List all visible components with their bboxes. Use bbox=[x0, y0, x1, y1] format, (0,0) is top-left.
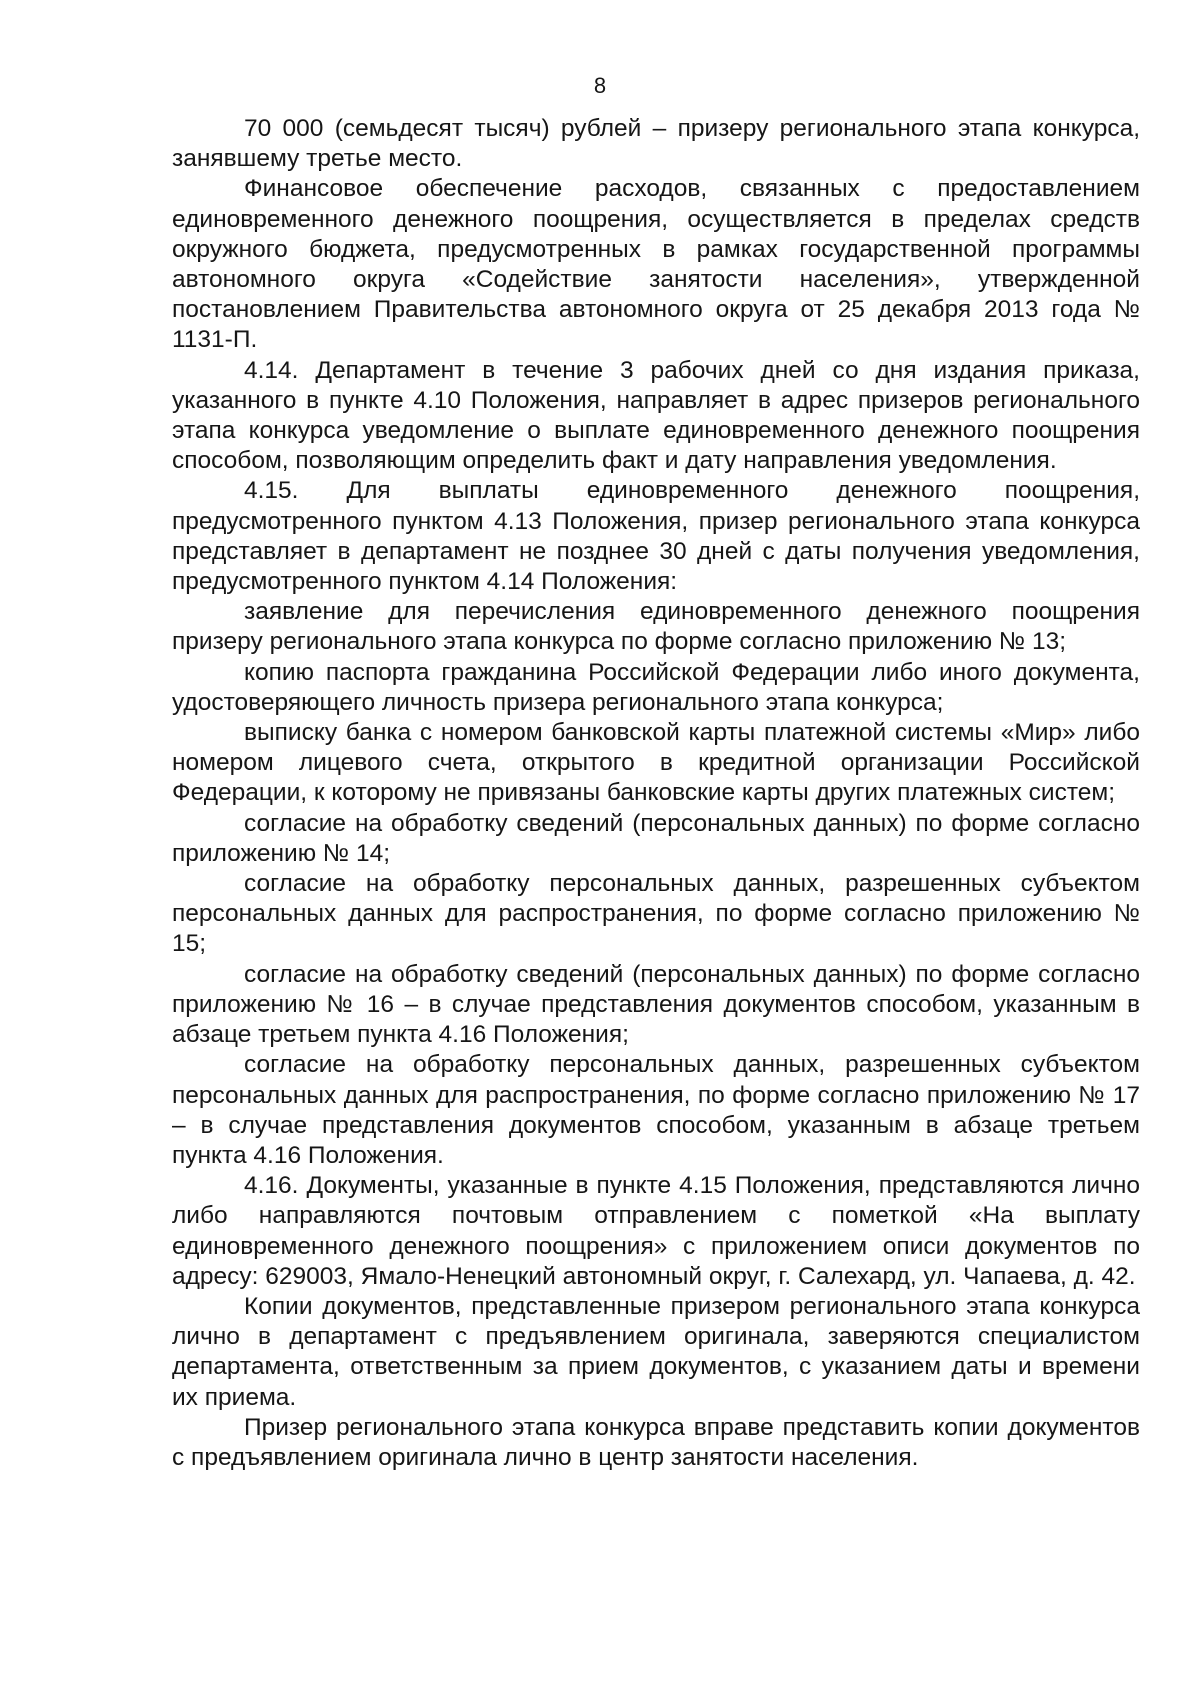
paragraph-4-16: 4.16. Документы, указанные в пункте 4.15 Положения, представляются лично либо направляются почтовым отправлением с пометкой «На выплату единовременного денежного поощрения» с приложением описи документов по адресу: 629003, Ямало-Ненецкий автономный округ, г. Салехард, ул. Чапаева, д. 42. bbox=[172, 1172, 1140, 1290]
list-item-application: заявление для перечисления единовременного денежного поощрения призеру регионального этапа конкурса по форме согласно приложению № 13; bbox=[172, 598, 1140, 656]
list-item-bank-statement: выписку банка с номером банковской карты платежной системы «Мир» либо номером лицевого счета, открытого в кредитной организации Российской Федерации, к которому не привязаны банковские карты других платежных систем; bbox=[172, 719, 1140, 807]
paragraph-4-14: 4.14. Департамент в течение 3 рабочих дней со дня издания приказа, указанного в пункте 4.10 Положения, направляет в адрес призеров регионального этапа конкурса уведомление о выплате единовременного денежного поощрения способом, позволяющим определить факт и дату направления уведомления. bbox=[172, 356, 1140, 475]
paragraph-copies-certification: Копии документов, представленные призером регионального этапа конкурса лично в департамент с предъявлением оригинала, заверяются специалистом департамента, ответственным за прием документов, с указанием даты и времени их приема. bbox=[172, 1292, 1140, 1411]
paragraph-employment-center: Призер регионального этапа конкурса вправе представить копии документов с предъявлением оригинала лично в центр занятости населения. bbox=[172, 1413, 1140, 1471]
list-item-consent-17: согласие на обработку персональных данных, разрешенных субъектом персональных данных для распространения, по форме согласно приложению № 17 – в случае представления документов способом, указанным в абзаце третьем пункта 4.16 Положения. bbox=[172, 1051, 1140, 1169]
paragraph-financing: Финансовое обеспечение расходов, связанных с предоставлением единовременного денежного поощрения, осуществляется в пределах средств окружного бюджета, предусмотренных в рамках государственной программы автономного округа «Содействие занятости населения», утвержденной постановлением Правительства автономного округа от 25 декабря 2013 года № 1131-П. bbox=[172, 175, 1140, 354]
list-item-consent-15: согласие на обработку персональных данных, разрешенных субъектом персональных данных для распространения, по форме согласно приложению № 15; bbox=[172, 870, 1140, 958]
page-number: 8 bbox=[593, 73, 607, 98]
document-body bbox=[172, 114, 1140, 1473]
list-item-consent-14: согласие на обработку сведений (персональных данных) по форме согласно приложению № 14; bbox=[172, 809, 1140, 867]
list-item-consent-16: согласие на обработку сведений (персональных данных) по форме согласно приложению № 16 – в случае представления документов способом, указанным в абзаце третьем пункта 4.16 Положения; bbox=[172, 960, 1140, 1049]
list-item-passport-copy: копию паспорта гражданина Российской Федерации либо иного документа, удостоверяющего личность призера регионального этапа конкурса; bbox=[172, 658, 1140, 716]
paragraph-prize-amount: 70 000 (семьдесят тысяч) рублей – призеру регионального этапа конкурса, занявшему третье место. bbox=[172, 115, 1140, 173]
paragraph-4-15: 4.15. Для выплаты единовременного денежного поощрения, предусмотренного пунктом 4.13 Положения, призер регионального этапа конкурса представляет в департамент не позднее 30 дней с даты получения уведомления, предусмотренного пунктом 4.14 Положения: bbox=[172, 477, 1140, 596]
